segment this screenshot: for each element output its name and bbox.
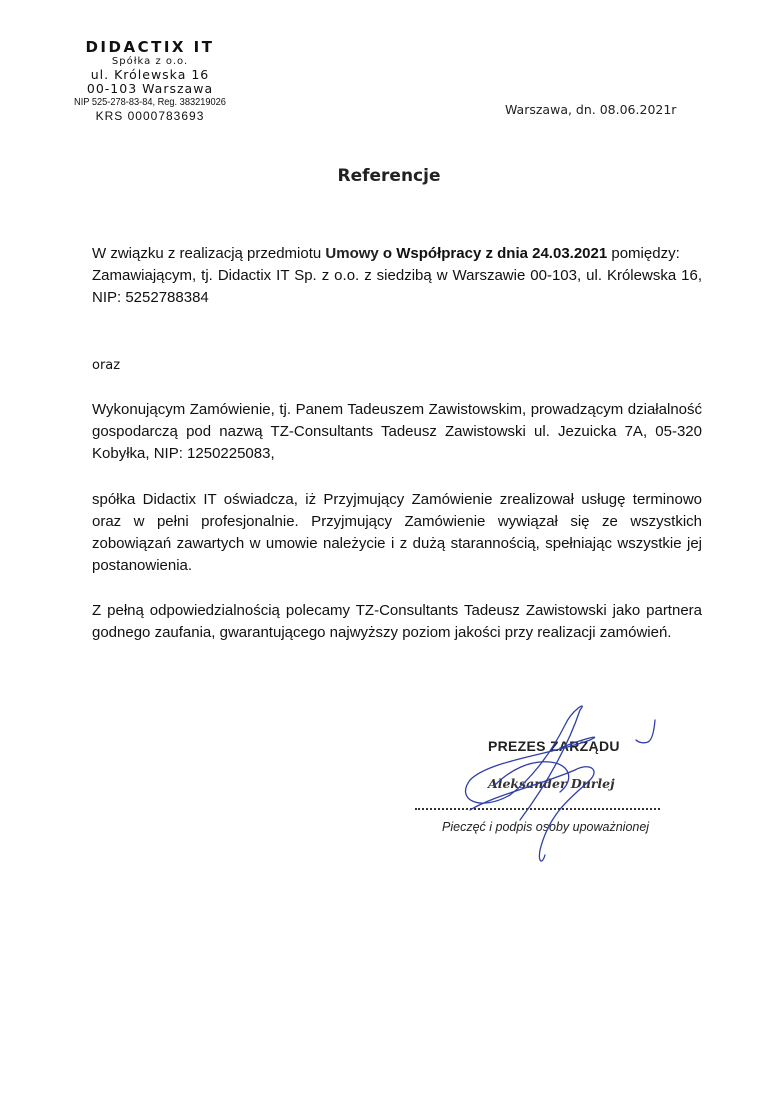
company-street: ul. Królewska 16 xyxy=(90,67,210,82)
document-title: Referencje xyxy=(337,166,441,186)
paragraph-recommendation: Z pełną odpowiedzialnością polecamy TZ-Consultants Tadeusz Zawistowski jako partnera godnego zaufania, gwarantującego najwyższy poziom jakości przy realizacji zamówień. xyxy=(92,602,702,641)
signature-caption: Pieczęć i podpis osoby upoważnionej xyxy=(442,820,650,834)
contract-title: o Współpracy z dnia 24.03.2021 xyxy=(378,245,608,262)
company-krs: KRS 0000783693 xyxy=(95,109,205,123)
signer-role: PREZES ZARZĄDU xyxy=(488,738,620,754)
paragraph-statement: spółka Didactix IT oświadcza, iż Przyjmujący Zamówienie zrealizował usługę terminowo oraz w pełni profesjonalnie. Przyjmujący Zamówienie wywiązał się ze wszystkich zobowiązań zawartych w umowie należycie i z dużą starannością, spełniając wszystkie jej postanowienia. xyxy=(92,491,702,574)
company-nip-reg: NIP 525-278-83-84, Reg. 383219026 xyxy=(74,96,226,108)
contract-sentence: W związku z realizacją przedmiotu Umowy o Współpracy z dnia 24.03.2021 pomiędzy: xyxy=(92,245,680,262)
signature-strokes xyxy=(466,706,655,861)
company-form: Spółka z o.o. xyxy=(111,56,189,67)
client-details: Zamawiającym, tj. Didactix IT Sp. z o.o. z siedzibą w Warszawie 00-103, ul. Królewska 16, NIP: 5252788384 xyxy=(92,267,702,306)
paragraph-contractor: Wykonującym Zamówienie, tj. Panem Tadeuszem Zawistowskim, prowadzącym działalność gospodarczą pod nazwą TZ-Consultants Tadeusz Zawistowski ul. Jezuicka 7A, 05-320 Kobyłka, NIP: 1250225083, xyxy=(92,401,702,462)
date-line: Warszawa, dn. 08.06.2021r xyxy=(505,102,677,117)
conjunction: oraz xyxy=(92,358,121,373)
signature-block xyxy=(400,700,700,870)
contract-word: Umowy xyxy=(325,245,379,262)
handwritten-signature-icon xyxy=(400,700,700,870)
company-name: DIDACTIX IT xyxy=(85,38,215,56)
paragraph-contract xyxy=(92,243,702,309)
signer-name: Aleksander Durlej xyxy=(488,776,615,791)
company-stamp xyxy=(40,38,260,123)
company-city: 00-103 Warszawa xyxy=(86,81,214,96)
